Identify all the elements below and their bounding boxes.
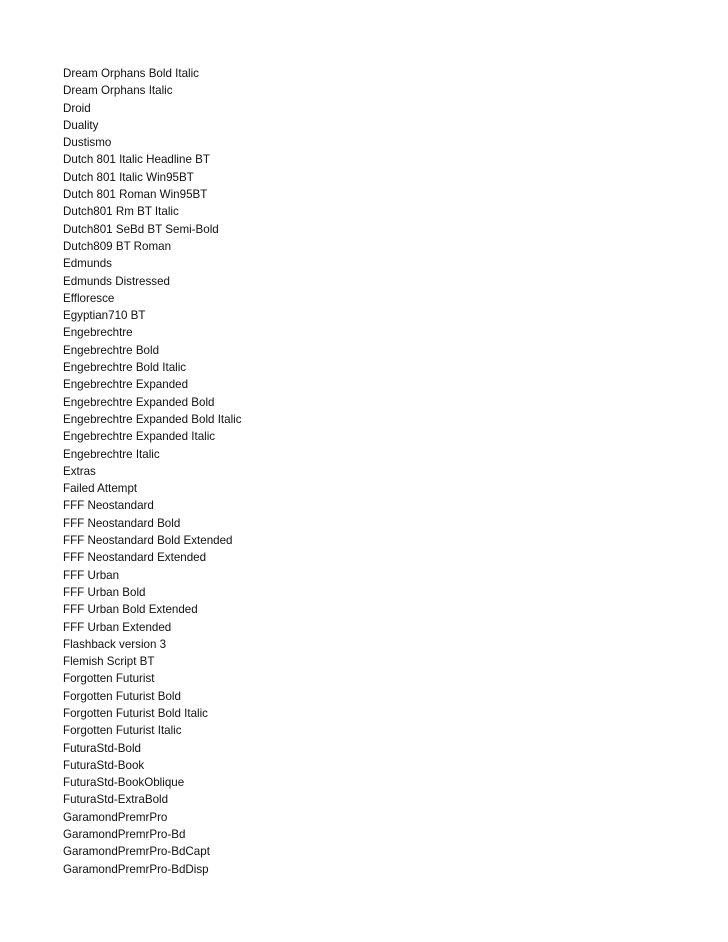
font-name-item: FFF Neostandard Extended <box>63 551 207 565</box>
font-name-item: FuturaStd-Bold <box>63 741 141 755</box>
font-name-item: FFF Urban <box>63 568 120 582</box>
font-name-item: Engebrechtre Expanded Bold Italic <box>63 412 242 426</box>
font-name-item: Forgotten Futurist <box>63 672 155 686</box>
font-name-item: Dutch 801 Roman Win95BT <box>63 188 208 202</box>
font-name-item: FFF Urban Extended <box>63 620 172 634</box>
font-name-item: Dream Orphans Italic <box>63 84 173 98</box>
font-name-item: Engebrechtre Bold Italic <box>63 361 187 375</box>
font-name-item: Dutch809 BT Roman <box>63 239 172 253</box>
font-name-item: Duality <box>63 118 99 132</box>
font-name-item: FFF Neostandard Bold Extended <box>63 534 233 548</box>
font-name-item: FFF Urban Bold Extended <box>63 603 198 617</box>
font-name-item: Dutch 801 Italic Win95BT <box>63 170 194 184</box>
font-name-item: Dustismo <box>63 136 112 150</box>
font-name-item: Egyptian710 BT <box>63 309 146 323</box>
font-name-item: GaramondPremrPro-Bd <box>63 828 186 842</box>
font-name-item: Engebrechtre Expanded Bold <box>63 395 215 409</box>
font-name-item: Dream Orphans Bold Italic <box>63 67 199 80</box>
font-name-item: FuturaStd-ExtraBold <box>63 793 169 807</box>
font-name-item: Dutch 801 Italic Headline BT <box>63 153 210 167</box>
font-name-item: Forgotten Futurist Bold Italic <box>63 706 208 720</box>
font-name-item: Engebrechtre <box>63 326 133 340</box>
font-name-item: Effloresce <box>63 291 115 305</box>
font-name-item: Dutch801 SeBd BT Semi-Bold <box>63 222 219 236</box>
font-name-list <box>63 65 242 878</box>
font-name-item: Engebrechtre Expanded <box>63 378 189 392</box>
font-name-item: GaramondPremrPro-BdDisp <box>63 862 209 876</box>
font-name-item: FFF Urban Bold <box>63 585 146 599</box>
font-name-item: FFF Neostandard <box>63 499 154 513</box>
font-name-item: Engebrechtre Italic <box>63 447 160 461</box>
font-name-item: Flemish Script BT <box>63 655 155 669</box>
font-name-item: FuturaStd-BookOblique <box>63 776 185 790</box>
font-name-item: Edmunds <box>63 257 112 271</box>
font-name-item: Forgotten Futurist Bold <box>63 689 181 703</box>
font-name-item: FuturaStd-Book <box>63 758 145 772</box>
font-name-item: GaramondPremrPro-BdCapt <box>63 845 210 859</box>
font-name-item: Forgotten Futurist Italic <box>63 724 182 738</box>
font-name-item: Engebrechtre Expanded Italic <box>63 430 216 444</box>
font-name-item: Failed Attempt <box>63 482 138 496</box>
font-name-item: Engebrechtre Bold <box>63 343 160 357</box>
font-name-item: Edmunds Distressed <box>63 274 170 288</box>
font-name-item: Extras <box>63 464 96 478</box>
font-name-item: Flashback version 3 <box>63 637 167 651</box>
font-name-item: GaramondPremrPro <box>63 810 168 824</box>
font-name-item: FFF Neostandard Bold <box>63 516 181 530</box>
font-name-item: Dutch801 Rm BT Italic <box>63 205 179 219</box>
font-name-item: Droid <box>63 101 91 115</box>
